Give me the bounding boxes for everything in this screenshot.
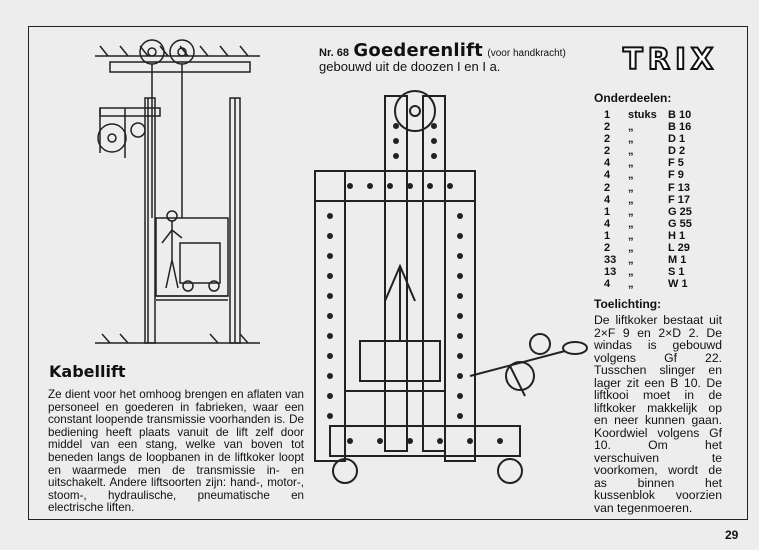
parts-qty: 1 (604, 229, 611, 242)
parts-code: F 17 (668, 193, 691, 206)
model-note: (voor handkracht) (487, 48, 566, 59)
parts-row (604, 133, 698, 145)
parts-unit: „ (628, 169, 634, 182)
explanation-title: Toelichting: (594, 297, 662, 311)
parts-row (604, 169, 698, 181)
parts-code: G 25 (668, 205, 692, 218)
parts-code: F 9 (668, 169, 684, 182)
parts-qty: 2 (604, 145, 611, 158)
parts-unit: „ (628, 121, 634, 134)
parts-code: F 13 (668, 181, 691, 194)
parts-unit: „ (628, 157, 634, 170)
parts-code: B 16 (668, 121, 692, 134)
parts-row (604, 109, 698, 121)
explanation-text: De liftkoker bestaat uit 2×F 9 en 2×D 2. De windas is gebouwd volgens Gf 22. Tusschen slinger en lager zit een B 10. De liftkooi moet in de liftkoker makkelijk op en neer kunnen gaan. Koordwiel volgens Gf 10. Om het verschuiven te voorkomen, wordt de as binnen het kussenblok voorzien van tegenmoeren. (594, 313, 722, 515)
parts-row (604, 194, 698, 206)
parts-unit: „ (628, 266, 634, 279)
parts-qty: 2 (604, 133, 611, 146)
parts-unit: „ (628, 193, 634, 206)
parts-code: M 1 (668, 254, 687, 267)
parts-code: H 1 (668, 229, 686, 242)
parts-code: F 5 (668, 157, 684, 170)
parts-qty: 2 (604, 121, 611, 134)
parts-unit: „ (628, 242, 634, 255)
parts-qty: 4 (604, 217, 611, 230)
parts-row (604, 242, 698, 254)
page-number: 29 (725, 528, 739, 542)
parts-row (604, 206, 698, 218)
parts-code: D 1 (668, 133, 686, 146)
parts-row (604, 145, 698, 157)
parts-code: L 29 (668, 242, 690, 255)
parts-qty: 4 (604, 193, 611, 206)
goods-lift-model-illustration (305, 86, 590, 496)
parts-code: W 1 (668, 278, 688, 291)
parts-code: B 10 (668, 109, 692, 121)
model-number: Nr. 68 (319, 47, 349, 59)
cable-lift-text: Ze dient voor het omhoog brengen en aflaten van personeel en goederen in fabrieken, waar een constant loopende transmissie voorhanden is. De bediening heeft plaats vanuit de lift zelf door middel van een stang, welke van boven tot beneden langs de loopbanen in de liftkoker loopt en waarmede men de transmissie in- en uitschakelt. Andere liftsoorten zijn: hand-, motor-, stoom-, hydraulische, pneumatische en electrische liften. (48, 388, 304, 515)
parts-row (604, 121, 698, 133)
parts-qty: 4 (604, 278, 611, 291)
parts-list (604, 109, 698, 290)
parts-code: S 1 (668, 266, 685, 279)
parts-unit: „ (628, 205, 634, 218)
parts-qty: 13 (604, 266, 617, 279)
parts-unit: „ (628, 229, 634, 242)
parts-qty: 2 (604, 181, 611, 194)
parts-code: G 55 (668, 217, 692, 230)
parts-unit: „ (628, 145, 634, 158)
parts-qty: 1 (604, 205, 611, 218)
parts-unit: „ (628, 278, 634, 291)
parts-unit: „ (628, 181, 634, 194)
model-title: Goederenlift (353, 40, 483, 61)
parts-row (604, 254, 698, 266)
parts-row (604, 230, 698, 242)
parts-unit: „ (628, 254, 634, 267)
cable-lift-title: Kabellift (49, 362, 126, 381)
parts-unit: „ (628, 133, 634, 146)
cable-lift-illustration (90, 38, 265, 353)
parts-qty: 1 (604, 109, 611, 121)
parts-row (604, 182, 698, 194)
model-header (319, 40, 589, 74)
parts-code: D 2 (668, 145, 686, 158)
parts-row (604, 157, 698, 169)
parts-row (604, 278, 698, 290)
model-subtitle: gebouwd uit de doozen I en I a. (319, 59, 501, 74)
parts-qty: 4 (604, 169, 611, 182)
parts-row (604, 266, 698, 278)
parts-unit: „ (628, 217, 634, 230)
parts-qty: 33 (604, 254, 617, 267)
parts-unit: stuks (628, 109, 657, 121)
parts-row (604, 218, 698, 230)
parts-qty: 4 (604, 157, 611, 170)
parts-qty: 2 (604, 242, 611, 255)
parts-title: Onderdeelen: (594, 91, 672, 105)
trix-logo: TRIX (623, 42, 719, 76)
